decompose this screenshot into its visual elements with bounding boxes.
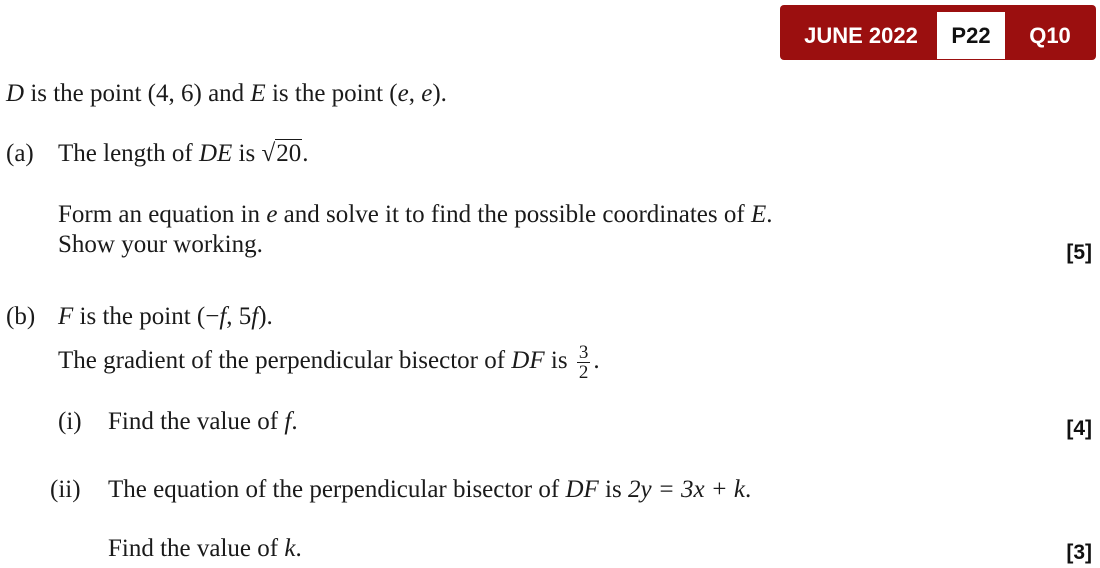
part-a-working-note: Show your working. bbox=[58, 231, 263, 258]
part-b-ii-label: (ii) bbox=[50, 476, 81, 503]
part-a-marks: [5] bbox=[1066, 241, 1092, 264]
part-b-ii-statement: The equation of the perpendicular bisector of DF is 2y = 3x + k. bbox=[108, 476, 752, 503]
session-label: JUNE 2022 bbox=[804, 23, 918, 48]
part-a-label: (a) bbox=[6, 140, 34, 167]
part-b-i-label: (i) bbox=[58, 408, 82, 435]
paper-label: P22 bbox=[937, 12, 1005, 59]
part-a-statement: The length of DE is √20. bbox=[58, 140, 309, 167]
part-b-ii-marks: [3] bbox=[1066, 541, 1092, 564]
part-b-ii-find: Find the value of k. bbox=[108, 535, 302, 562]
bisector-equation: 2y = 3x + k bbox=[627, 476, 746, 503]
question-label: Q10 bbox=[1029, 23, 1071, 48]
part-b-i-statement: Find the value of f. bbox=[108, 408, 298, 435]
gradient-fraction: $\frac{3}{2}$ bbox=[578, 341, 589, 383]
exam-reference-badge bbox=[780, 5, 1096, 60]
square-root: √20 bbox=[261, 140, 302, 167]
part-b-statement: F is the point (−f, 5f). bbox=[58, 303, 273, 330]
part-b-gradient: The gradient of the perpendicular bisector of DF is $\frac{3}{2}$ . bbox=[58, 341, 600, 383]
part-b-i-marks: [4] bbox=[1066, 417, 1092, 440]
part-a-instruction: Form an equation in e and solve it to find the possible coordinates of E. bbox=[58, 201, 773, 228]
part-b-label: (b) bbox=[6, 303, 36, 330]
intro-statement: D is the point (4, 6) and E is the point (e, e). bbox=[6, 80, 447, 107]
